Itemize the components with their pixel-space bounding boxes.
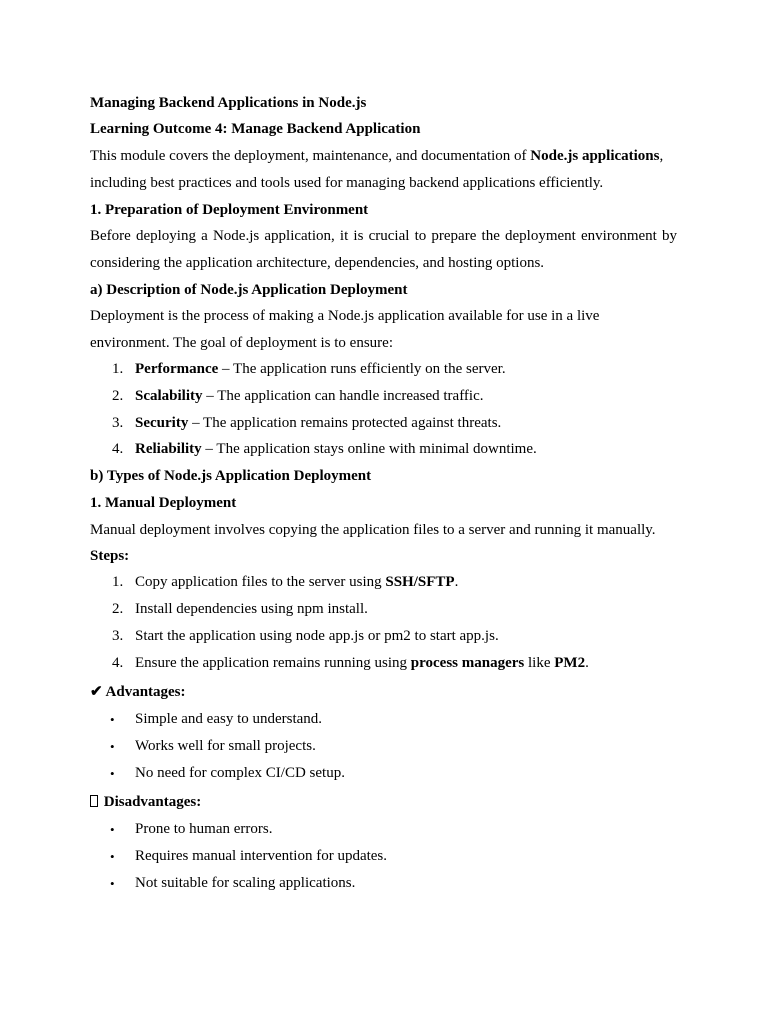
goal-desc: – The application remains protected against threats. (188, 415, 502, 431)
list-number: 2. (112, 388, 124, 404)
list-number: 4. (112, 655, 124, 671)
list-number: 1. (112, 361, 124, 377)
step-text: Ensure the application remains running using (135, 655, 411, 671)
checkmark-icon: ✔ (90, 684, 103, 700)
list-number: 4. (112, 441, 124, 457)
section-1-heading: 1. Preparation of Deployment Environment (90, 202, 369, 218)
advantages-heading (90, 683, 186, 701)
section-1-para-line-2: considering the application architecture, dependencies, and hosting options. (90, 255, 545, 271)
step-text: like (524, 655, 555, 671)
list-item-text: Prone to human errors. (135, 821, 273, 837)
section-a-para-line-1: Deployment is the process of making a Node.js application available for use in a live (90, 308, 600, 324)
list-item-text: Install dependencies using npm install. (135, 601, 368, 617)
list-item-text: Not suitable for scaling applications. (135, 875, 356, 891)
document-title: Managing Backend Applications in Node.js (90, 95, 367, 111)
list-item-text: Works well for small projects. (135, 738, 316, 754)
bullet-icon: • (110, 766, 115, 781)
section-a-heading: a) Description of Node.js Application Deployment (90, 282, 408, 298)
bullet-icon: • (110, 739, 115, 754)
intro-punct: , (659, 148, 664, 164)
bullet-icon: • (110, 822, 115, 837)
step-bold: SSH/SFTP (385, 574, 455, 590)
list-item-text (135, 414, 501, 432)
list-item-text (135, 654, 589, 672)
list-number: 3. (112, 415, 124, 431)
step-text: Copy application files to the server using (135, 574, 386, 590)
intro-line-2: including best practices and tools used for managing backend applications efficiently. (90, 175, 604, 191)
section-a-para-line-2: environment. The goal of deployment is to ensure: (90, 335, 393, 351)
bullet-icon: • (110, 849, 115, 864)
intro-line-1 (90, 147, 663, 165)
section-1-para-line-1: Before deploying a Node.js application, it is crucial to prepare the deployment environment by (90, 228, 677, 244)
list-item-text: Requires manual intervention for updates. (135, 848, 388, 864)
goal-term: Reliability (135, 441, 202, 457)
disadvantages-heading (90, 793, 201, 811)
list-item-text: Start the application using node app.js or pm2 to start app.js. (135, 628, 499, 644)
list-number: 2. (112, 601, 124, 617)
bullet-icon: • (110, 712, 115, 727)
disadvantages-label: Disadvantages: (103, 794, 202, 810)
step-text: . (454, 574, 459, 590)
goal-term: Scalability (135, 388, 203, 404)
list-item-text: Simple and easy to understand. (135, 711, 323, 727)
goal-term: Performance (135, 361, 219, 377)
goal-desc: – The application can handle increased traffic. (202, 388, 484, 404)
goal-desc: – The application stays online with minimal downtime. (201, 441, 537, 457)
list-item-text: No need for complex CI/CD setup. (135, 765, 345, 781)
list-item-text (135, 440, 537, 458)
intro-text: This module covers the deployment, maintenance, and documentation of (90, 148, 531, 164)
goal-term: Security (135, 415, 189, 431)
advantages-label: Advantages: (105, 684, 186, 700)
intro-bold-term: Node.js applications (530, 148, 660, 164)
manual-deployment-heading: 1. Manual Deployment (90, 495, 237, 511)
steps-label: Steps: (90, 548, 130, 564)
bullet-icon: • (110, 876, 115, 891)
list-number: 3. (112, 628, 124, 644)
section-b-heading: b) Types of Node.js Application Deployment (90, 468, 372, 484)
list-item-text (135, 360, 506, 378)
step-text: . (585, 655, 589, 671)
list-number: 1. (112, 574, 124, 590)
learning-outcome-heading: Learning Outcome 4: Manage Backend Application (90, 121, 421, 137)
missing-glyph-icon (90, 795, 98, 807)
list-item-text (135, 573, 458, 591)
list-item-text (135, 387, 484, 405)
goal-desc: – The application runs efficiently on the server. (218, 361, 506, 377)
step-bold: process managers (410, 655, 525, 671)
step-bold: PM2 (554, 655, 586, 671)
manual-deployment-para: Manual deployment involves copying the application files to a server and running it manually. (90, 522, 656, 538)
